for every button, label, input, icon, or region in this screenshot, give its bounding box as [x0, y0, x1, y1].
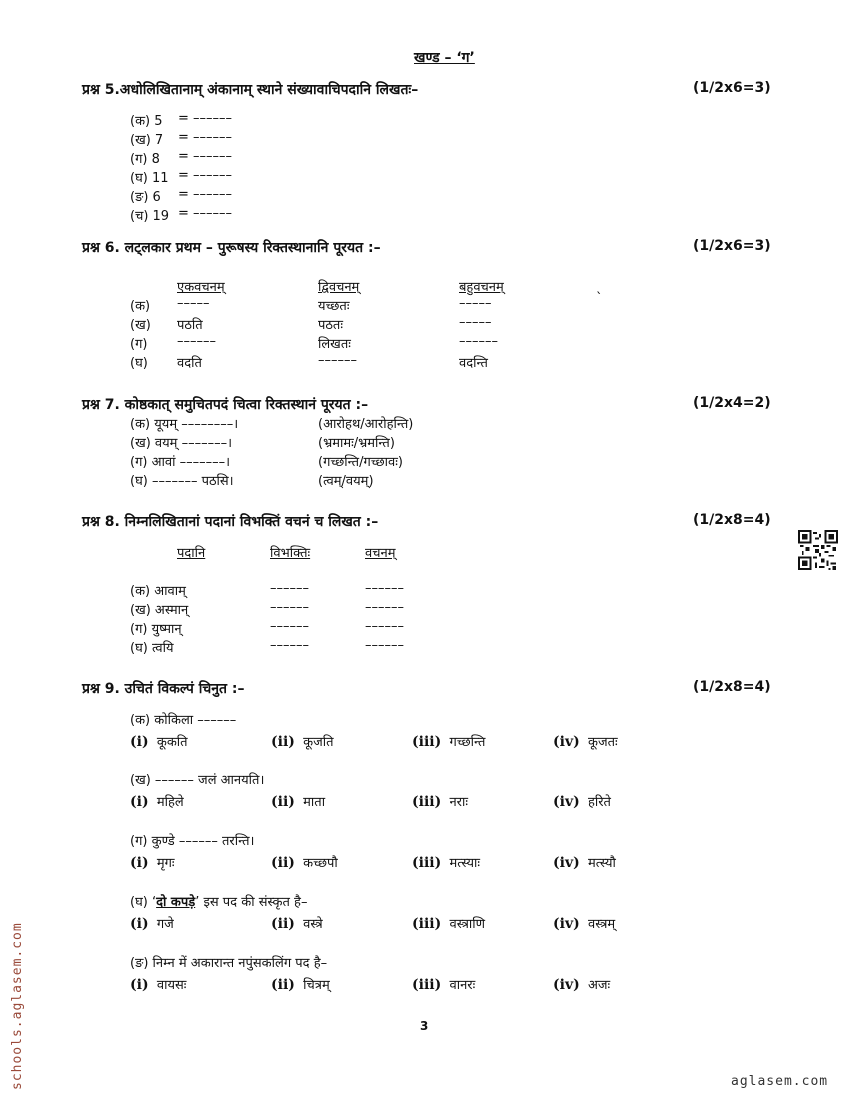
q9-stem-pre: (घ) ‘	[130, 895, 157, 910]
option-text: वस्त्राणि	[449, 917, 486, 932]
option-text: मत्स्याः	[449, 856, 480, 871]
q9-stem	[130, 892, 307, 910]
q6-stray-mark: ˎ	[596, 280, 603, 295]
q6-cell: ––––––	[459, 334, 498, 349]
option-text: नराः	[449, 795, 468, 810]
q5-item-label: (ङ) 6	[130, 190, 161, 205]
q7-marks: (1/2x4=2)	[693, 395, 771, 411]
q7-sentence: (क) यूयम् ––––––––।	[130, 417, 239, 432]
option-number: (ii)	[271, 734, 295, 750]
q8-word: (ख) अस्मान्	[130, 603, 189, 618]
option-number: (iii)	[412, 794, 442, 810]
q9-stem: (ग) कुण्डे –––––– तरन्ति।	[130, 834, 255, 849]
q5-item-label: (क) 5	[130, 114, 163, 129]
q8-blank: ––––––	[270, 581, 309, 596]
q7-choice: (गच्छन्ति/गच्छावः)	[318, 455, 403, 470]
option-number: (ii)	[271, 977, 295, 993]
q9-marks: (1/2x8=4)	[693, 679, 771, 695]
option-number: (i)	[130, 855, 149, 871]
q9-stem: (ङ) निम्न में अकारान्त नपुंसकलिंग पद है–	[130, 956, 328, 971]
q5-item-blank: = ––––––	[178, 149, 233, 164]
q6-header-plural: बहुवचनम्	[459, 280, 504, 295]
option-text: हरिते	[587, 795, 611, 810]
option-number: (iv)	[553, 977, 580, 993]
q6-cell: पठतः	[318, 318, 343, 333]
option-number: (i)	[130, 734, 149, 750]
q6-cell: पठति	[177, 318, 203, 333]
q6-cell: यच्छतः	[318, 299, 350, 314]
q9-stem: (ख) –––––– जलं आनयति।	[130, 773, 265, 788]
option-text: कूजति	[303, 735, 334, 750]
q9-stem-emphasis: दो कपड़े	[156, 895, 196, 910]
q6-cell: ––––––	[318, 353, 357, 368]
q5-item-blank: = ––––––	[178, 206, 233, 221]
q6-cell: –––––	[177, 296, 210, 311]
option-text: वस्त्रे	[303, 917, 323, 932]
option-number: (iv)	[553, 734, 580, 750]
q6-title: प्रश्न 6. लट्लकार प्रथम – पुरूषस्य रिक्तस्थानानि पूरयत :–	[82, 240, 381, 256]
q8-word: (घ) त्वयि	[130, 641, 174, 656]
option-number: (ii)	[271, 794, 295, 810]
option-number: (iii)	[412, 977, 442, 993]
option-text: गच्छन्ति	[449, 735, 486, 750]
q6-cell: –––––	[459, 296, 492, 311]
qr-code-icon	[798, 530, 838, 570]
option-text: कूजतः	[587, 735, 618, 750]
q8-blank: ––––––	[365, 638, 404, 653]
option-text: मृगः	[156, 856, 175, 871]
option-text: वस्त्रम्	[587, 917, 616, 932]
q7-title: प्रश्न 7. कोष्ठकात् समुचितपदं चित्वा रिक्तस्थानं पूरयत :–	[82, 397, 369, 413]
q8-blank: ––––––	[270, 600, 309, 615]
option-number: (iv)	[553, 916, 580, 932]
option-number: (iii)	[412, 916, 442, 932]
q6-header-dual: द्विवचनम्	[318, 280, 360, 295]
option-text: वायसः	[156, 978, 187, 993]
q6-cell: लिखतः	[318, 337, 351, 352]
q5-item-label: (घ) 11	[130, 171, 169, 186]
option-number: (ii)	[271, 916, 295, 932]
q6-row-label: (क)	[130, 299, 151, 314]
q5-marks: (1/2x6=3)	[693, 80, 771, 96]
q5-item-blank: = ––––––	[178, 130, 233, 145]
option-text: महिले	[156, 795, 184, 810]
q9-title: प्रश्न 9. उचितं विकल्पं चिनुत :–	[82, 681, 245, 697]
q5-item-blank: = ––––––	[178, 111, 233, 126]
q8-marks: (1/2x8=4)	[693, 512, 771, 528]
q8-blank: ––––––	[270, 619, 309, 634]
q7-choice: (आरोहथ/आरोहन्ति)	[318, 417, 414, 432]
q5-item-blank: = ––––––	[178, 187, 233, 202]
q6-cell: –––––	[459, 315, 492, 330]
q7-choice: (त्वम्/वयम्)	[318, 474, 374, 489]
q6-cell: वदन्ति	[459, 356, 488, 371]
option-number: (i)	[130, 794, 149, 810]
q5-item-label: (ग) 8	[130, 152, 160, 167]
option-number: (ii)	[271, 855, 295, 871]
option-number: (i)	[130, 916, 149, 932]
option-text: माता	[303, 795, 326, 810]
bottom-watermark: aglasem.com	[731, 1074, 829, 1089]
q6-row-label: (ख)	[130, 318, 151, 333]
q5-title: प्रश्न 5.अधोलिखितानाम् अंकानाम् स्थाने संख्यावाचिपदानि लिखतः–	[82, 82, 419, 98]
option-text: अजः	[587, 978, 611, 993]
q6-marks: (1/2x6=3)	[693, 238, 771, 254]
side-watermark: schools.aglasem.com	[10, 922, 25, 1090]
q8-blank: ––––––	[365, 581, 404, 596]
q7-sentence: (ग) आवां –––––––।	[130, 455, 231, 470]
q5-item-blank: = ––––––	[178, 168, 233, 183]
q5-item-label: (ख) 7	[130, 133, 164, 148]
option-number: (iv)	[553, 794, 580, 810]
q8-blank: ––––––	[365, 619, 404, 634]
q8-header-words: पदानि	[177, 546, 206, 561]
option-number: (iv)	[553, 855, 580, 871]
q6-header-singular: एकवचनम्	[177, 280, 225, 295]
q8-header-number: वचनम्	[365, 546, 396, 561]
q8-title: प्रश्न 8. निम्नलिखितानां पदानां विभक्तिं वचनं च लिखत :–	[82, 514, 379, 530]
q7-sentence: (घ) ––––––– पठसि।	[130, 474, 234, 489]
q8-blank: ––––––	[365, 600, 404, 615]
page-number: 3	[420, 1019, 429, 1033]
q6-row-label: (घ)	[130, 356, 148, 371]
option-text: कूकति	[156, 735, 188, 750]
q7-sentence: (ख) वयम् –––––––।	[130, 436, 233, 451]
q7-choice: (भ्रमामः/भ्रमन्ति)	[318, 436, 395, 451]
q6-row-label: (ग)	[130, 337, 148, 352]
section-title: खण्ड – ‘ग’	[414, 50, 475, 66]
q8-word: (ग) युष्मान्	[130, 622, 182, 637]
option-text: गजे	[156, 917, 174, 932]
q8-blank: ––––––	[270, 638, 309, 653]
option-number: (iii)	[412, 855, 442, 871]
option-number: (iii)	[412, 734, 442, 750]
q5-item-label: (च) 19	[130, 209, 170, 224]
q9-stem-post: ’ इस पद की संस्कृत है–	[195, 895, 308, 910]
q6-cell: ––––––	[177, 334, 216, 349]
q8-word: (क) आवाम्	[130, 584, 186, 599]
option-text: चित्रम्	[303, 978, 330, 993]
option-text: वानरः	[449, 978, 476, 993]
option-text: कच्छपौ	[303, 856, 338, 871]
q9-stem: (क) कोकिला ––––––	[130, 713, 237, 728]
q6-cell: वदति	[177, 356, 202, 371]
q8-header-case: विभक्तिः	[270, 546, 311, 561]
option-text: मत्स्यौ	[587, 856, 616, 871]
option-number: (i)	[130, 977, 149, 993]
